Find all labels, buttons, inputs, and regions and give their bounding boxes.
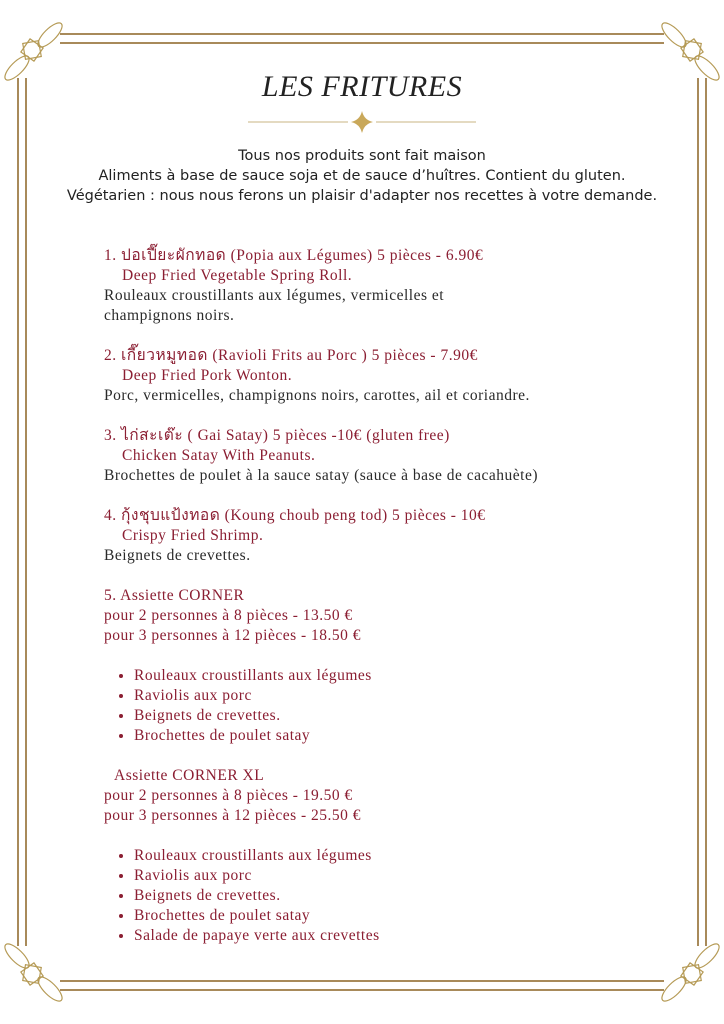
- list-item: • Beignets de crevettes.: [134, 706, 644, 726]
- list-item: • Raviolis aux porc: [134, 866, 644, 886]
- list-item: • Rouleaux croustillants aux légumes: [134, 666, 644, 686]
- platter-contents: [104, 666, 644, 746]
- item-description: Beignets de crevettes.: [104, 547, 251, 564]
- item-english: Crispy Fried Shrimp.: [122, 527, 264, 544]
- border-line: [705, 78, 707, 946]
- item-description: champignons noirs.: [104, 307, 235, 324]
- border-line: [25, 78, 27, 946]
- intro-line: Végétarien : nous nous ferons un plaisir d'adapter nos recettes à votre demande.: [66, 188, 658, 204]
- item-english: Chicken Satay With Peanuts.: [122, 447, 316, 464]
- list-item: • Beignets de crevettes.: [134, 886, 644, 906]
- intro-line: Aliments à base de sauce soja et de sauce d’huîtres. Contient du gluten.: [98, 168, 626, 184]
- item-english: Deep Fried Pork Wonton.: [122, 367, 293, 384]
- star-divider-icon: [248, 110, 476, 134]
- platter-price: pour 3 personnes à 12 pièces - 18.50 €: [104, 627, 362, 644]
- item-description: Porc, vermicelles, champignons noirs, carottes, ail et coriandre.: [104, 387, 530, 404]
- intro-text: [0, 146, 724, 206]
- platter-price: pour 3 personnes à 12 pièces - 25.50 €: [104, 807, 362, 824]
- border-line: [60, 980, 664, 982]
- list-item: • Salade de papaye verte aux crevettes: [134, 926, 644, 946]
- border-line: [17, 78, 19, 946]
- item-heading: 2. เกี๊ยวหมูทอด (Ravioli Frits au Porc ) 5 pièces - 7.90€: [104, 347, 478, 364]
- platter-contents: [104, 846, 644, 946]
- item-heading: 3. ไก่สะเต๊ะ ( Gai Satay) 5 pièces -10€ (gluten free): [104, 427, 450, 444]
- platter-title: 5. Assiette CORNER: [104, 587, 245, 604]
- item-description: Rouleaux croustillants aux légumes, vermicelles et: [104, 287, 445, 304]
- list-item: • Brochettes de poulet satay: [134, 726, 644, 746]
- platter-title: Assiette CORNER XL: [114, 767, 265, 784]
- list-item: • Rouleaux croustillants aux légumes: [134, 846, 644, 866]
- platter-price: pour 2 personnes à 8 pièces - 19.50 €: [104, 787, 353, 804]
- item-description: Brochettes de poulet à la sauce satay (sauce à base de cacahuète): [104, 467, 538, 484]
- list-item: • Brochettes de poulet satay: [134, 906, 644, 926]
- menu-list: [104, 246, 644, 946]
- item-english: Deep Fried Vegetable Spring Roll.: [122, 267, 353, 284]
- platter-price: pour 2 personnes à 8 pièces - 13.50 €: [104, 607, 353, 624]
- item-heading: 4. กุ้งชุบแป้งทอด (Koung choub peng tod) 5 pièces - 10€: [104, 507, 486, 524]
- border-line: [60, 42, 664, 44]
- list-item: • Raviolis aux porc: [134, 686, 644, 706]
- intro-line: Tous nos produits sont fait maison: [238, 148, 486, 164]
- border-line: [60, 989, 664, 991]
- item-heading: 1. ปอเปี๊ยะผักทอด (Popia aux Légumes) 5 pièces - 6.90€: [104, 247, 484, 264]
- ornament-corner-icon: [660, 934, 724, 1024]
- border-line: [697, 78, 699, 946]
- page-title: LES FRITURES: [261, 70, 463, 103]
- ornament-corner-icon: [0, 934, 64, 1024]
- border-line: [60, 33, 664, 35]
